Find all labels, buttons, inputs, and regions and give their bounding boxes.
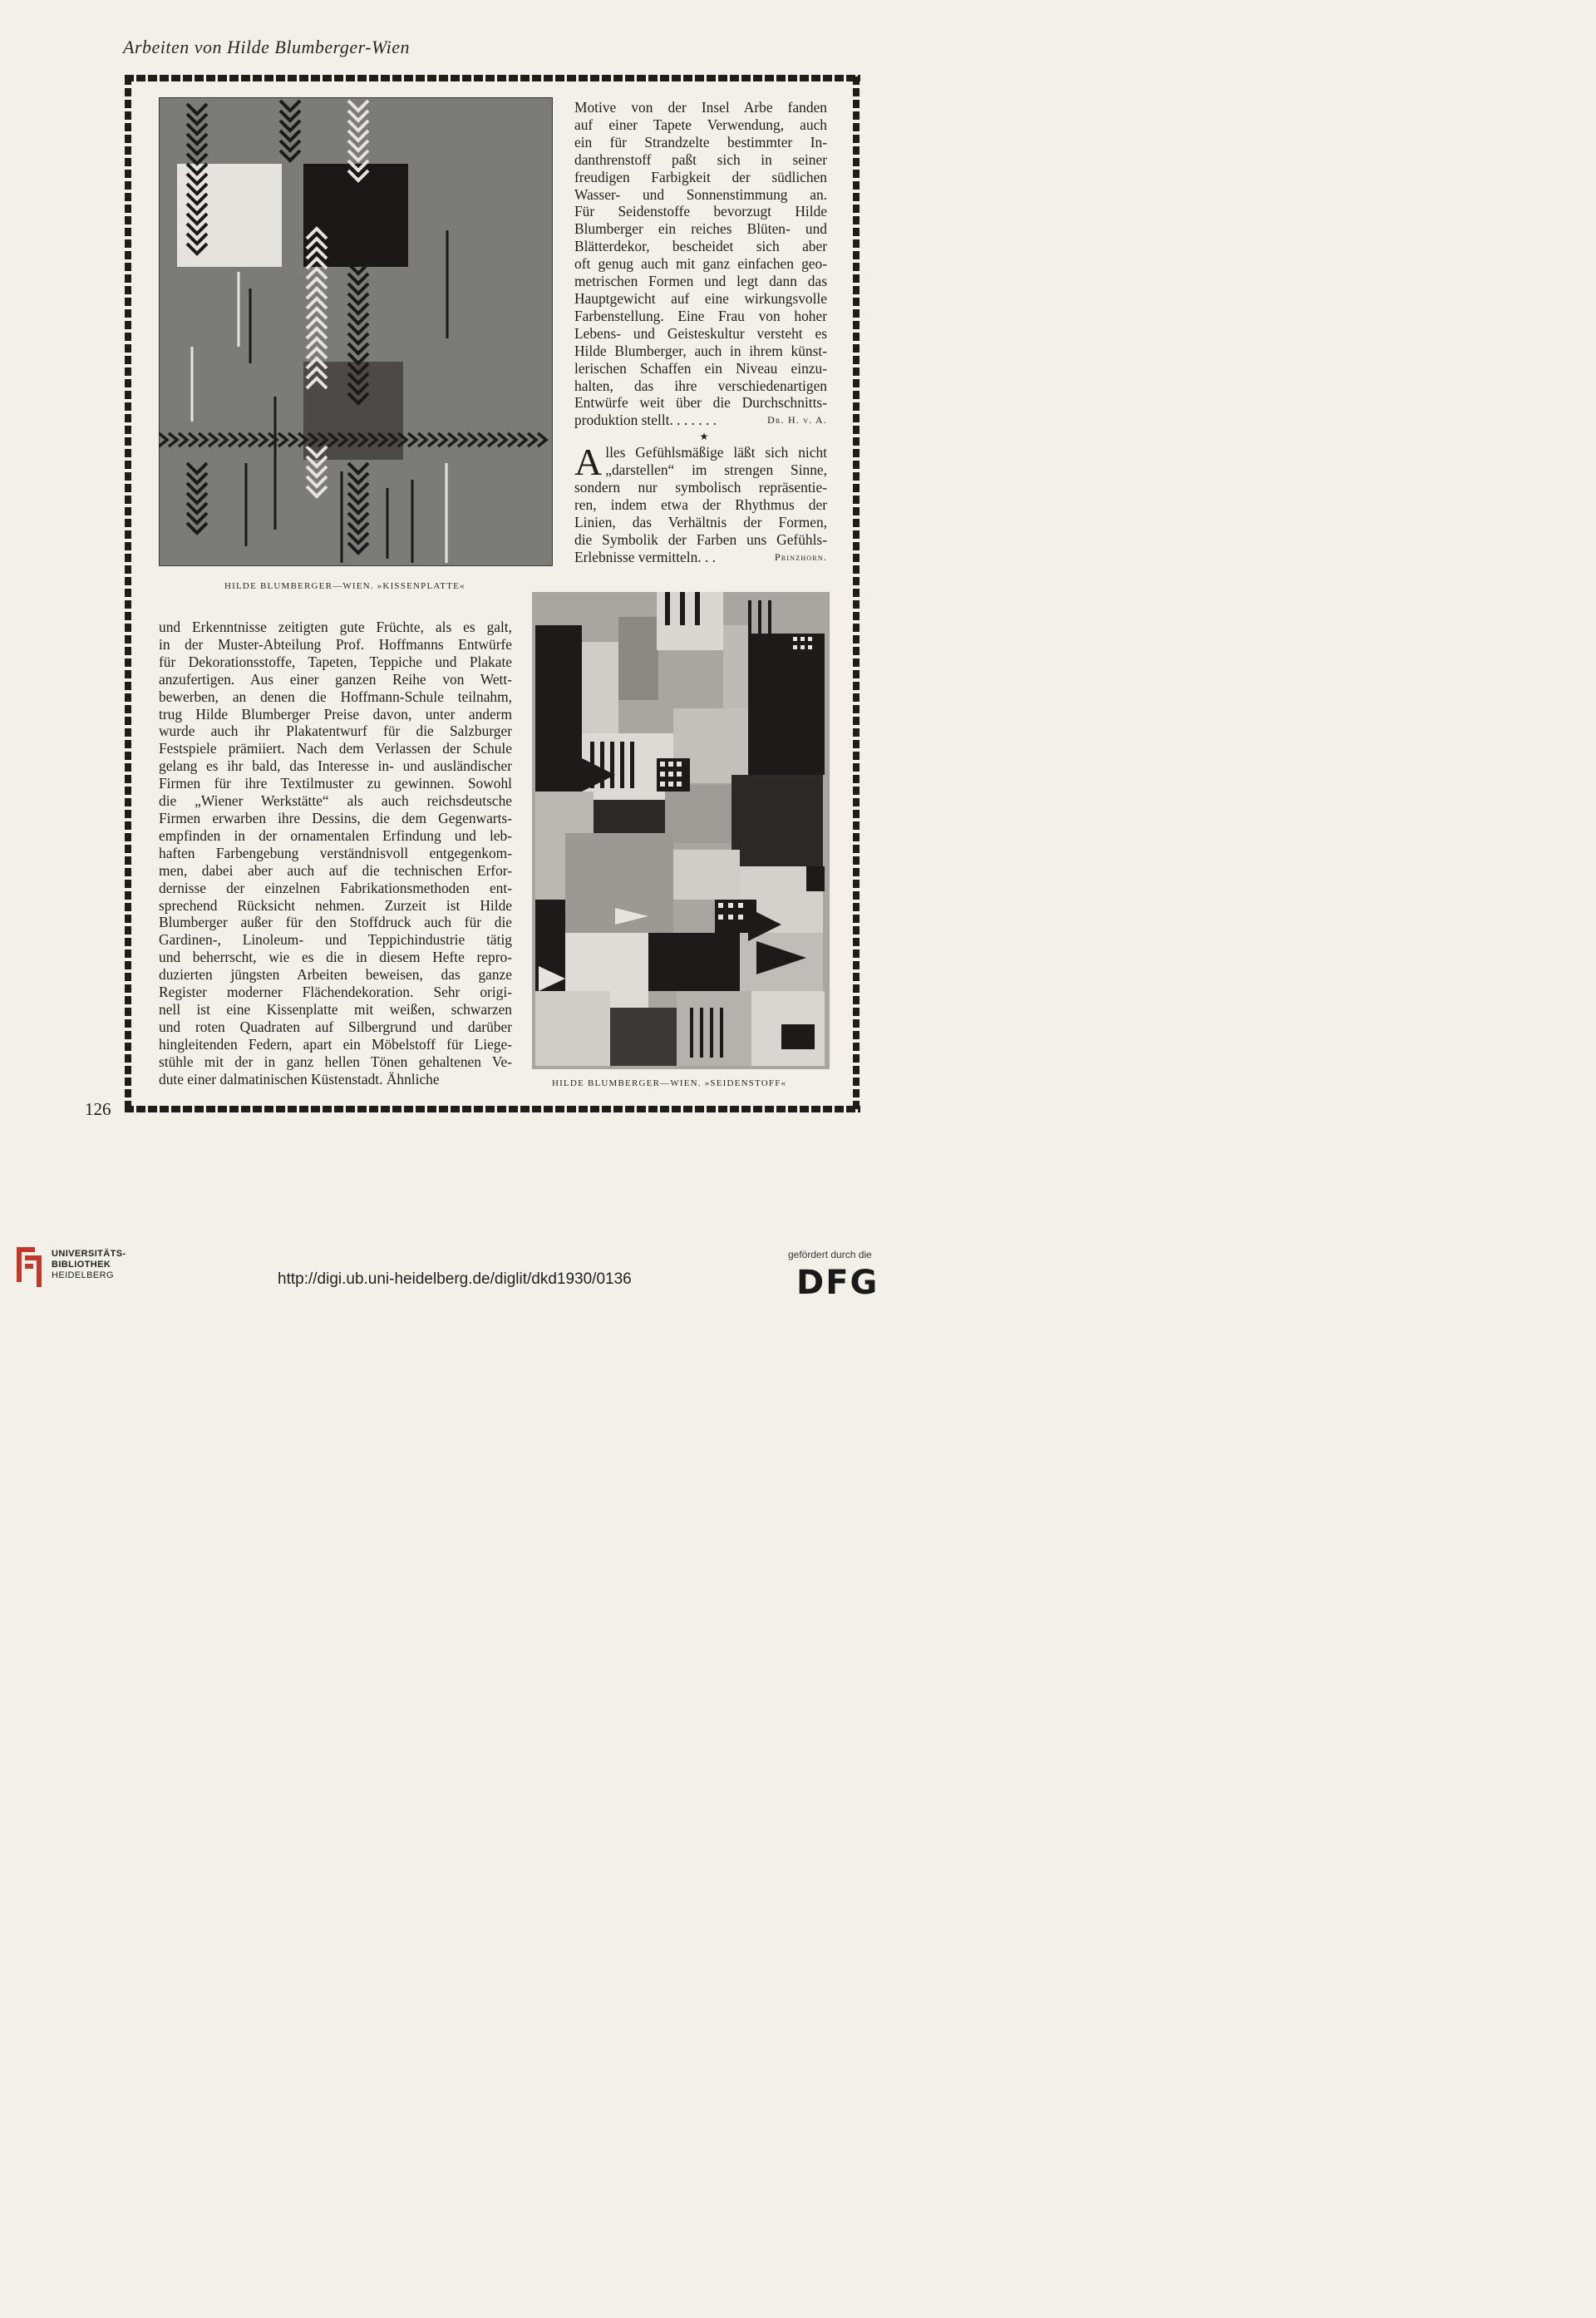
- kissenplatte-image: [159, 97, 553, 566]
- right-line: Motive von der Insel Arbe fanden: [574, 99, 827, 116]
- right-line: lerischen Schaffen ein Niveau einzu-: [574, 359, 827, 377]
- left-line: anzufertigen. Aus einer ganzen Reihe von Wett-: [159, 670, 512, 688]
- right-line: Hauptgewicht auf eine wirkungsvolle: [574, 289, 827, 307]
- quote-line: sondern nur symbolisch repräsentie-: [574, 479, 827, 496]
- left-line: und roten Quadraten auf Silbergrund und darüber: [159, 1018, 512, 1035]
- right-line: auf einer Tapete Verwendung, auch: [574, 116, 827, 133]
- quote-block: [574, 441, 827, 484]
- right-line: freudigen Farbigkeit der südlichen: [574, 168, 827, 185]
- right-last-text: produktion stellt. . . . . . .: [574, 412, 717, 429]
- left-line: wurde auch ihr Plakatentwurf für die Salzburger: [159, 723, 512, 740]
- quote-last-text: Erlebnisse vermitteln. . .: [574, 548, 717, 565]
- frame-left: [125, 76, 131, 1111]
- left-line: Blumberger außer für den Stoffdruck auch für die: [159, 914, 512, 931]
- right-line: ein für Strandzelte bestimmter In-: [574, 133, 827, 150]
- left-line: Register moderner Flächendekoration. Sehr origi-: [159, 984, 512, 1001]
- left-line: Gardinen-, Linoleum- und Teppichindustrie tätig: [159, 931, 512, 949]
- left-line: trug Hilde Blumberger Preise davon, unter anderm: [159, 705, 512, 723]
- library-name: [52, 1249, 126, 1281]
- funding-label: gefördert durch die: [788, 1249, 872, 1260]
- page-number: 126: [85, 1099, 111, 1119]
- quote-line: Linien, das Verhältnis der Formen,: [574, 514, 827, 531]
- left-line: die „Wiener Werkstätte“ als auch reichsdeutsche: [159, 792, 512, 810]
- right-line: Farbenstellung. Eine Frau von hoher: [574, 307, 827, 324]
- left-line: haften Farbengebung verständnisvoll entgegenkom-: [159, 844, 512, 861]
- library-line-3: HEIDELBERG: [52, 1270, 114, 1280]
- right-line: Entwürfe weit über die Durchschnitts-: [574, 394, 827, 412]
- quote-dropcap: A: [574, 441, 603, 484]
- right-line: oft genug auch mit ganz einfachen geo-: [574, 255, 827, 273]
- left-line: und beherrscht, wie es die in diesem Hefte repro-: [159, 949, 512, 966]
- quote-first-line: lles Gefühlsmäßige läßt sich nicht: [605, 444, 827, 461]
- seidenstoff-image: [532, 592, 830, 1069]
- right-line: Wasser- und Sonnenstimmung an.: [574, 185, 827, 203]
- left-line: hingleitenden Federn, apart ein Möbelstoff für Liege-: [159, 1035, 512, 1053]
- running-head: Arbeiten von Hilde Blumberger-Wien: [123, 37, 411, 57]
- signature-dr: Dr. H. v. A.: [767, 414, 827, 427]
- right-line: Für Seidenstoffe bevorzugt Hilde: [574, 203, 827, 220]
- left-column: [159, 619, 512, 1087]
- left-line: gelang es ihr bald, das Interesse in- und ausländischer: [159, 757, 512, 775]
- library-line-2: BIBLIOTHEK: [52, 1260, 111, 1270]
- left-line: men, dabei aber auch auf die technischen Erfor-: [159, 861, 512, 879]
- right-last-line: [574, 412, 827, 429]
- left-line: stühle mit der in ganz hellen Tönen gehaltenen Ve-: [159, 1053, 512, 1070]
- signature-prinzhorn: Prinzhorn.: [774, 550, 827, 563]
- separator-star: ★: [699, 431, 709, 443]
- caption-seidenstoff: HILDE BLUMBERGER—WIEN. »SEIDENSTOFF«: [552, 1078, 787, 1088]
- frame-bottom: [125, 1106, 860, 1112]
- right-line: Blätterdekor, bescheidet sich aber: [574, 238, 827, 255]
- right-line: Hilde Blumberger, auch in ihrem künst-: [574, 342, 827, 359]
- left-line: Firmen für ihre Textilmuster zu gewinnen. Sowohl: [159, 775, 512, 792]
- right-line: Blumberger ein reiches Blüten- und: [574, 220, 827, 238]
- right-line: halten, das ihre verschiedenartigen: [574, 377, 827, 394]
- dfg-logo: DFG: [796, 1264, 879, 1302]
- left-line: dute einer dalmatinischen Küstenstadt. Ähnliche: [159, 1070, 440, 1087]
- left-line: dernisse der einzelnen Fabrikationsmethoden ent-: [159, 879, 512, 896]
- caption-kissenplatte: HILDE BLUMBERGER—WIEN. »KISSENPLATTE«: [224, 581, 466, 591]
- frame-right: [853, 76, 860, 1111]
- left-line: für Dekorationsstoffe, Tapeten, Teppiche und Plakate: [159, 653, 512, 670]
- frame-top: [125, 75, 860, 81]
- right-line: danthrenstoff paßt sich in seiner: [574, 150, 827, 168]
- left-line: und Erkenntnisse zeitigten gute Früchte, als es galt,: [159, 619, 512, 635]
- quote-last-line: [574, 549, 827, 566]
- library-logo-icon: [10, 1244, 47, 1290]
- left-line: empfinden in der ornamentalen Erfindung und leb-: [159, 826, 512, 844]
- left-line: duzierten jüngsten Arbeiten beweisen, das ganze: [159, 966, 512, 984]
- left-line: Firmen erwarben ihre Dessins, die dem Gegenwarts-: [159, 809, 512, 826]
- quote-line: die Symbolik der Farben uns Gefühls-: [574, 530, 827, 548]
- right-line: metrischen Formen und legt dann das: [574, 273, 827, 290]
- left-line: sprechend Rücksicht nehmen. Zurzeit ist Hilde: [159, 896, 512, 914]
- quote-first-line: „darstellen“ im strengen Sinne,: [605, 461, 827, 479]
- source-url-link[interactable]: http://digi.ub.uni-heidelberg.de/diglit/dkd1930/0136: [278, 1270, 632, 1288]
- left-line: nell ist eine Kissenplatte mit weißen, schwarzen: [159, 1000, 512, 1018]
- right-line: Lebens- und Geisteskultur versteht es: [574, 324, 827, 342]
- right-paragraph: [574, 99, 827, 412]
- quote-line: ren, indem etwa der Rhythmus der: [574, 496, 827, 514]
- library-line-1: UNIVERSITÄTS-: [52, 1249, 126, 1259]
- left-line: in der Muster-Abteilung Prof. Hoffmanns Entwürfe: [159, 635, 512, 653]
- right-column: [574, 99, 827, 566]
- left-line: Festspiele prämiiert. Nach dem Verlassen der Schule: [159, 740, 512, 757]
- left-line: bewerben, an denen die Hoffmann-Schule teilnahm,: [159, 688, 512, 705]
